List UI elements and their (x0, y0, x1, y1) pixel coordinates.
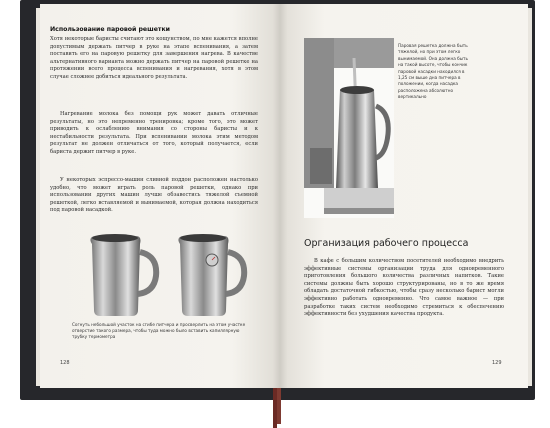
section-heading: Использование паровой решетки (50, 26, 171, 33)
paragraph-3: У некоторых эспрессо-машин сливной поддон расположен настолько удобно, что может играть роль паровой решетки, однако при использовании других машин лучше обзавестись тяжелой съемной решеткой, легко вставляемой и вынимаемой, которая должна находиться под паровой насадкой. (50, 177, 258, 214)
paragraph-1: Хотя некоторые баристы считают это кощунством, по мне кажется вполне допустимым держать питчер в руке на этапе вспенивания, а затем поставить его на паровую решетку для завершения нагрева. В качестве альтернативного варианта можно держать питчер на паровой решетке на протяжении всего процесса вспенивания и нагревания, хотя в этом случае сложнее добиться идеального результата. (50, 36, 258, 80)
pitcher-image-thermometer (178, 234, 244, 316)
page-stack-right (528, 8, 532, 386)
paragraph-2: Нагревание молока без помощи рук может давать отличные результаты, но это непременно тренировка; кроме того, это может приводить к ослаблению внимания со стороны баристы и к нестабильности результата. При вспенивании молока этим методом результат не должен отличаться от того, который получается, если бариста держит питчер в руке. (50, 111, 258, 155)
page-number-left: 128 (60, 360, 70, 366)
image-caption-left: Согнуть небольшой участок на сгибе питчера и просверлить на этом участке отверстие такого размера, чтобы туда можно было вставить капиллярную трубку термометра (72, 322, 246, 339)
paragraph-right: В кафе с большим количеством посетителей необходимо внедрить эффективные системы организации труда для одновременного приготовления большого количества различных напитков. Такие системы должны быть хорошо структурированы, но в то же время обладать достаточной гибкостью, чтобы сразу несколько барист могли эффективно работать одновременно. Что самое важное — при разработке таких систем необходимо стремиться к обеспечению эффективности без ухудшения качества продукта. (304, 258, 504, 318)
page-number-right: 129 (492, 360, 502, 366)
bookmark-ribbon (268, 388, 286, 428)
steam-wand-photo (304, 38, 394, 218)
section-title: Организация рабочего процесса (304, 238, 469, 249)
pitcher-photos (80, 230, 250, 320)
photo-caption-right: Паровая решетка должна быть тяжелой, но при этом легко вынимаемой. Она должна быть на такой высоте, чтобы кончик паровой насадки находился в 1,25 см выше дна питчера в положении, когда насадка расположена абсолютно вертикально (398, 43, 468, 100)
pitcher-image-plain (90, 234, 156, 316)
